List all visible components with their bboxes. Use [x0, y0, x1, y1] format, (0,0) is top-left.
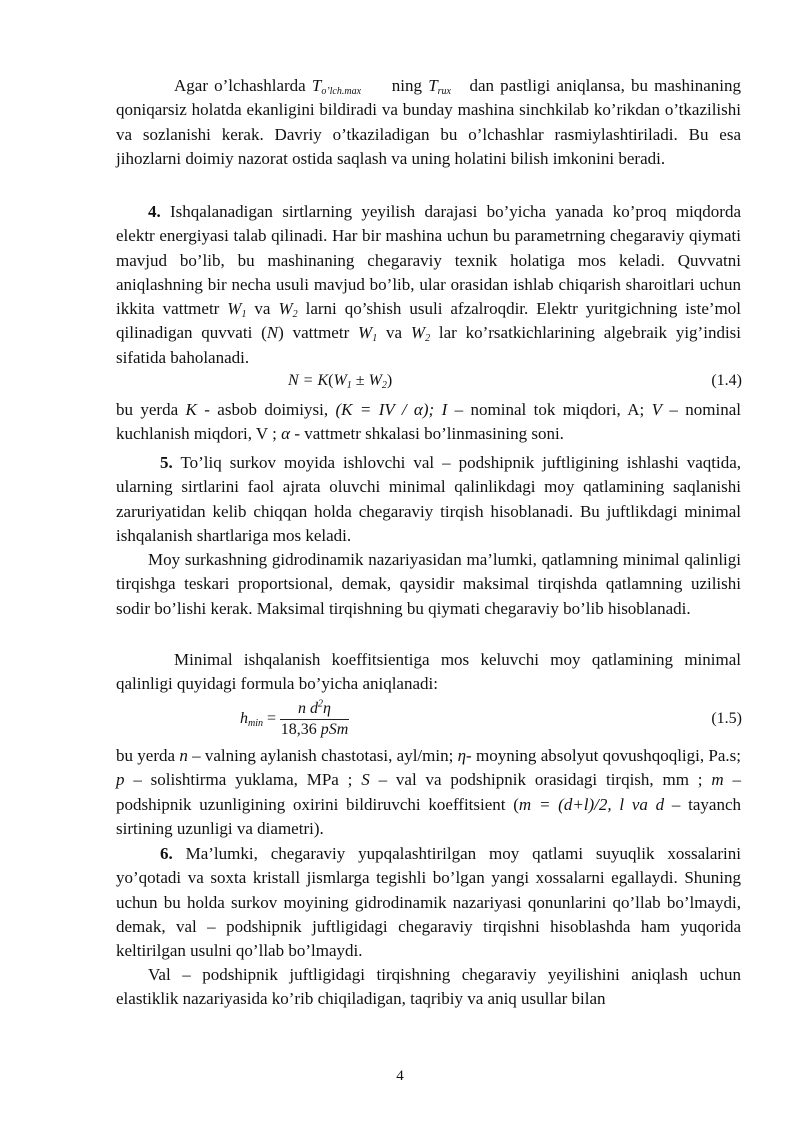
- formula-1-4: $N = K(W_1 \pm W_2)$: [288, 372, 393, 391]
- symbol-t-rux: $T_{rux}$: [428, 76, 451, 97]
- equation-number-1-4: (1.4): [711, 372, 742, 389]
- paragraph-where-k: bu yerda K - asbob doimiysi, (K = IV / α); I – nominal tok miqdori, A; V – nominal kuchlanish miqdori, V ; α - vattmetr shkalasi bo’linmasining soni.: [116, 400, 741, 444]
- equation-number-1-5: (1.5): [711, 710, 742, 727]
- paragraph-item-4: 4. Ishqalanadigan sirtlarning yeyilish darajasi bo’yicha yanada ko’proq miqdorda elektr energiyasi talab qilinadi. Har bir mashina uchun bu parametrning chegaraviy qiymati mavjud bo’lib, bu mashinaning chegaraviy texnik holatiga mos keladi. Quvvatni aniqlashning bir necha usuli mavjud bo’lib, ular orasidan ishlab chiqarish sharoitlari uchun ikkita vattmetr $W_1$ va $W_2$ larni qo’shish usuli afzalroqdir. Elektr yuritgichning iste’mol qilinadigan quvvati (N) vattmetr $W_1$ va $W_2$ lar ko’rsatkichlarining algebraik yig’indisi sifatida baholanadi.: [116, 202, 742, 367]
- paragraph-min-thickness: Minimal ishqalanish koeffitsientiga mos keluvchi moy qatlamining minimal qalinligi quyidagi formula bo’yicha aniqlanadi:: [116, 650, 741, 694]
- item-number: 4.: [148, 202, 161, 221]
- page-number: 4: [396, 1068, 404, 1084]
- item-number: 6.: [160, 844, 173, 863]
- paragraph-item-6: 6. Ma’lumki, chegaraviy yupqalashtirilgan moy qatlami suyuqlik xossalarini yo’qotadi va soxta kristall jismlarga tegishli bo’lgan yangi xossalarni egallaydi. Shuning uchun bu holda surkov moyining gidrodinamik nazariyasi qonunlarini qo’llab bo’lmaydi, demak, val – podshipnik juftligidagi chegaraviy tirqishni hisoblashda ham yuqorida keltirilgan usulni qo’llab bo’lmaydi.: [116, 844, 741, 961]
- paragraph-hydrodynamic: Moy surkashning gidrodinamik nazariyasidan ma’lumki, qatlamning minimal qalinligi tirqishga teskari proportsional, demak, qaysidir maksimal tirqishda qatlamning uzilishi sodir bo’lishi kerak. Maksimal tirqishning bu qiymati chegaraviy bo’lib hisoblanadi.: [116, 550, 741, 618]
- paragraph-item-5: 5. To’liq surkov moyida ishlovchi val – podshipnik juftligining ishlashi vaqtida, ularning sirtlarini faol ajrata oluvchi minimal qalinlikdagi moy qatlamining saqlanishi zaruriyatidan kelib chiqqan holda chegaraviy tirqish hisoblanadi. Bu juftlikdagi minimal ishqalanish shartlariga mos keladi.: [116, 453, 741, 545]
- formula-1-5: $h_{min}$ = $\frac{n d^2\eta}{\text{18,36 pSm}}$: [240, 698, 349, 738]
- item-number: 5.: [160, 453, 173, 472]
- fraction: $\frac{n d^2\eta}{\text{18,36 pSm}}$: [280, 698, 349, 738]
- paragraph-elasticity: Val – podshipnik juftligidagi tirqishning chegaraviy yeyilishini aniqlash uchun elastiklik nazariyasida ko’rib chiqiladigan, taqribiy va aniq usullar bilan: [116, 965, 741, 1009]
- paragraph-where-n: bu yerda n – valning aylanish chastotasi, ayl/min; η- moyning absolyut qovushqoqligi, Pa.s; p – solishtirma yuklama, MPa ; S – val va podshipnik orasidagi tirqish, mm ; m – podshipnik uzunligining oxirini bildiruvchi koeffitsient (m = (d+l)/2, l va d – tayanch sirtining uzunligi va diametri).: [116, 746, 741, 838]
- symbol-t-olch-max: $T_{o’lch.max}$: [311, 76, 362, 97]
- paragraph-intro: Agar o’lchashlarda $T_{o’lch.max}$ ning $T_{rux}$ dan pastligi aniqlansa, bu mashinaning qoniqarsiz holatda ekanligini bildiradi va bunday mashina sinchkilab ko’rikdan o’tkazilishi va sozlanishi kerak. Davriy o’tkaziladigan bu o’lchashlar rasmiylashtiriladi. Bu esa jihozlarni doimiy nazorat ostida saqlash va uning holatini bilish imkonini beradi.: [116, 76, 741, 168]
